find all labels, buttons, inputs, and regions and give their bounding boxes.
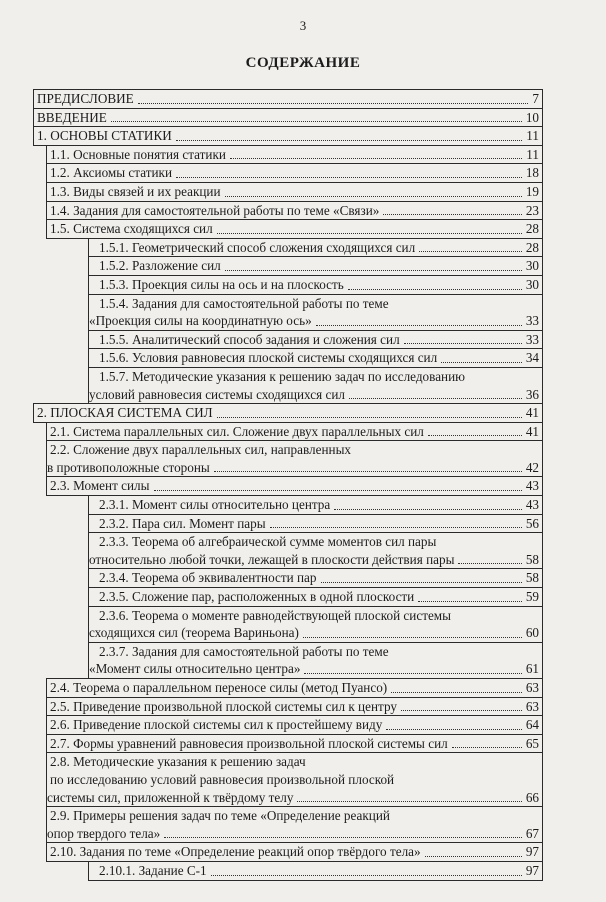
toc-page-number: 56 — [525, 515, 539, 531]
dot-leader — [303, 636, 522, 638]
toc-entry-title-line: 2.3.4. Теорема об эквивалентности пар — [99, 570, 317, 586]
toc-entry-title-line: 1.5.6. Условия равновесия плоской системы сходящихся сил — [99, 350, 438, 366]
toc-entry[interactable] — [33, 126, 543, 146]
toc-entry-title-line: системы сил, приложенной к твёрдому телу — [47, 789, 294, 805]
toc-entry-title-line: 1.5.3. Проекция силы на ось и на плоскость — [99, 276, 344, 292]
toc-entry[interactable] — [88, 367, 543, 404]
toc-entry[interactable] — [88, 348, 543, 368]
toc-entry-title-line: относительно любой точки, лежащей в плоскости действия пары — [89, 551, 455, 567]
toc-entry[interactable] — [33, 108, 543, 128]
toc-page-number: 10 — [525, 109, 539, 125]
dot-leader — [321, 581, 522, 583]
toc-entry-title-line: сходящихся сил (теорема Вариньона) — [89, 625, 299, 641]
toc-entry[interactable] — [88, 587, 543, 607]
dot-leader — [458, 562, 521, 564]
toc-page-number: 41 — [525, 423, 539, 439]
toc-entry[interactable] — [46, 678, 543, 698]
dot-leader — [217, 232, 522, 234]
toc-entry-title-line: «Момент силы относительно центра» — [89, 661, 301, 677]
toc-page-number: 58 — [525, 551, 539, 567]
toc-page-number: 30 — [525, 276, 539, 292]
toc-entry-title-line: 1.3. Виды связей и их реакции — [50, 183, 221, 199]
dot-leader — [230, 157, 522, 159]
dot-leader — [348, 288, 522, 290]
dot-leader — [111, 120, 522, 122]
toc-entry[interactable] — [88, 642, 543, 679]
toc-entry[interactable] — [46, 440, 543, 477]
toc-entry[interactable] — [33, 89, 543, 109]
toc-entry[interactable] — [46, 752, 543, 807]
toc-page-number: 7 — [532, 91, 539, 106]
toc-entry-title-line: 2.6. Приведение плоской системы сил к простейшему виду — [50, 717, 383, 733]
dot-leader — [225, 195, 522, 197]
toc-page-number: 64 — [525, 717, 539, 733]
toc-entry[interactable] — [46, 182, 543, 202]
toc-entry-title-line: 2.3.3. Теорема об алгебраической сумме моментов сил пары — [99, 534, 437, 550]
toc-page-number: 61 — [525, 661, 539, 677]
toc-page-number: 33 — [525, 313, 539, 329]
dot-leader — [418, 600, 522, 602]
toc-entry[interactable] — [88, 514, 543, 534]
toc-entry[interactable] — [46, 734, 543, 754]
toc-page-number: 63 — [525, 698, 539, 714]
toc-entry[interactable] — [88, 238, 543, 258]
toc-entry-title-line: в противоположные стороны — [47, 459, 210, 475]
toc-entry-title-line: 2.2. Сложение двух параллельных сил, направленных — [50, 442, 352, 458]
toc-entry-title-line: 1.5.7. Методические указания к решению задач по исследованию — [99, 368, 466, 384]
toc-entry-title-line: 1.5.4. Задания для самостоятельной работы по теме — [99, 295, 389, 311]
dot-leader — [441, 361, 522, 363]
dot-leader — [391, 691, 522, 693]
toc-page-number: 43 — [525, 497, 539, 513]
toc-entry-title-line: 2.3.6. Теорема о моменте равнодействующей плоской системы — [99, 607, 452, 623]
toc-entry-title-line: 1.4. Задания для самостоятельной работы по теме «Связи» — [50, 202, 380, 218]
toc-entry[interactable] — [46, 422, 543, 442]
toc-entry-title-line: по исследованию условий равновесия произвольной плоской — [50, 771, 395, 787]
dot-leader — [383, 213, 521, 215]
toc-entry[interactable] — [46, 163, 543, 183]
toc-entry[interactable] — [46, 476, 543, 496]
toc-entry[interactable] — [46, 219, 543, 239]
toc-entry-title-line: ПРЕДИСЛОВИЕ — [37, 91, 134, 106]
toc-page-number: 36 — [525, 386, 539, 402]
page-title: СОДЕРЖАНИЕ — [245, 55, 361, 71]
dot-leader — [211, 874, 522, 876]
toc-page-number: 67 — [525, 825, 539, 841]
toc-entry-title-line: 2.3. Момент силы — [50, 478, 150, 494]
dot-leader — [154, 489, 522, 491]
toc-entry-title-line: 2.7. Формы уравнений равновесия произвольной плоской системы сил — [50, 735, 448, 751]
dot-leader — [164, 836, 522, 838]
toc-entry-title-line: 2.5. Приведение произвольной плоской системы сил к центру — [50, 698, 397, 714]
dot-leader — [316, 324, 522, 326]
toc-entry[interactable] — [46, 842, 543, 862]
toc-entry-title-line: 1.1. Основные понятия статики — [50, 146, 226, 162]
toc-entry[interactable] — [88, 330, 543, 350]
dot-leader — [176, 139, 523, 141]
dot-leader — [425, 855, 522, 857]
dot-leader — [304, 672, 521, 674]
toc-entry-title-line: ВВЕДЕНИЕ — [37, 109, 107, 125]
toc-page-number: 41 — [525, 405, 539, 421]
dot-leader — [217, 416, 522, 418]
dot-leader — [428, 434, 522, 436]
toc-entry-title-line: 2.1. Система параллельных сил. Сложение двух параллельных сил — [50, 423, 424, 439]
dot-leader — [401, 709, 522, 711]
toc-page-number: 97 — [525, 862, 539, 878]
toc-entry-title-line: 1.5.1. Геометрический способ сложения сходящихся сил — [99, 239, 416, 255]
toc-page-number: 58 — [525, 570, 539, 586]
toc-page-number: 97 — [525, 844, 539, 860]
dot-leader — [349, 397, 522, 399]
toc-page-number: 23 — [525, 202, 539, 218]
toc-entry-title-line: «Проекция силы на координатную ось» — [89, 313, 312, 329]
toc-page-number: 34 — [525, 350, 539, 366]
toc-entry[interactable] — [46, 145, 543, 165]
toc-entry[interactable] — [46, 201, 543, 221]
toc-page-number: 28 — [525, 239, 539, 255]
dot-leader — [214, 470, 522, 472]
toc-page-number: 60 — [525, 625, 539, 641]
toc-entry-title-line: 2.10. Задания по теме «Определение реакций опор твёрдого тела» — [50, 844, 421, 860]
toc-entry-title-line: 1.5. Система сходящихся сил — [50, 221, 213, 237]
toc-entry-title-line: 1.5.5. Аналитический способ задания и сложения сил — [99, 331, 400, 347]
dot-leader — [404, 342, 522, 344]
toc-page-number: 28 — [525, 221, 539, 237]
toc-entry-title-line: опор твердого тела» — [47, 825, 161, 841]
toc-entry[interactable] — [88, 568, 543, 588]
toc-entry-title-line: 2.3.2. Пара сил. Момент пары — [99, 515, 266, 531]
toc-entry[interactable] — [88, 256, 543, 276]
toc-entry-title-line: 1.2. Аксиомы статики — [50, 165, 173, 181]
dot-leader — [419, 250, 522, 252]
dot-leader — [270, 526, 522, 528]
toc-entry[interactable] — [88, 294, 543, 331]
toc-entry-title-line: условий равновесия системы сходящихся сил — [89, 386, 345, 402]
toc-page-number: 65 — [525, 735, 539, 751]
toc-entry-title-line: 2.3.5. Сложение пар, расположенных в одной плоскости — [99, 589, 415, 605]
table-of-contents — [33, 90, 543, 881]
toc-entry-title-line: 2.3.1. Момент силы относительно центра — [99, 497, 331, 513]
toc-entry-title-line: 2.3.7. Задания для самостоятельной работы по теме — [99, 643, 389, 659]
toc-page-number: 18 — [525, 165, 539, 181]
toc-page-number: 63 — [525, 680, 539, 695]
toc-entry[interactable] — [33, 403, 543, 423]
toc-page-number: 30 — [525, 258, 539, 274]
toc-page-number: 33 — [525, 331, 539, 347]
dot-leader — [297, 800, 521, 802]
dot-leader — [176, 176, 522, 178]
toc-page-number: 42 — [525, 459, 539, 475]
toc-entry[interactable] — [88, 606, 543, 643]
page-number: 3 — [299, 18, 307, 33]
dot-leader — [452, 746, 522, 748]
dot-leader — [138, 102, 529, 104]
toc-entry-title-line: 2.9. Примеры решения задач по теме «Определение реакций — [50, 808, 390, 824]
toc-entry-title-line: 2.10.1. Задание С-1 — [99, 862, 207, 878]
toc-entry[interactable] — [88, 495, 543, 515]
toc-page-number: 19 — [525, 183, 539, 199]
dot-leader — [225, 269, 522, 271]
toc-entry-title-line: 2.8. Методические указания к решению задач — [50, 754, 306, 770]
toc-entry[interactable] — [88, 861, 543, 881]
toc-page-number: 11 — [526, 128, 539, 144]
toc-entry-title-line: 1.5.2. Разложение сил — [99, 258, 221, 274]
toc-page-number: 59 — [525, 589, 539, 605]
toc-entry-title-line: 2.4. Теорема о параллельном переносе силы (метод Пуансо) — [50, 680, 388, 695]
toc-entry[interactable] — [46, 715, 543, 735]
toc-page-number: 43 — [525, 478, 539, 494]
toc-entry[interactable] — [46, 697, 543, 717]
toc-entry[interactable] — [46, 806, 543, 843]
dot-leader — [334, 508, 522, 510]
toc-entry-title-line: 2. ПЛОСКАЯ СИСТЕМА СИЛ — [37, 405, 213, 421]
dot-leader — [386, 728, 521, 730]
toc-entry[interactable] — [88, 532, 543, 569]
toc-page-number: 66 — [525, 789, 539, 805]
toc-entry-title-line: 1. ОСНОВЫ СТАТИКИ — [37, 128, 172, 144]
toc-entry[interactable] — [88, 275, 543, 295]
toc-page-number: 11 — [526, 146, 539, 162]
